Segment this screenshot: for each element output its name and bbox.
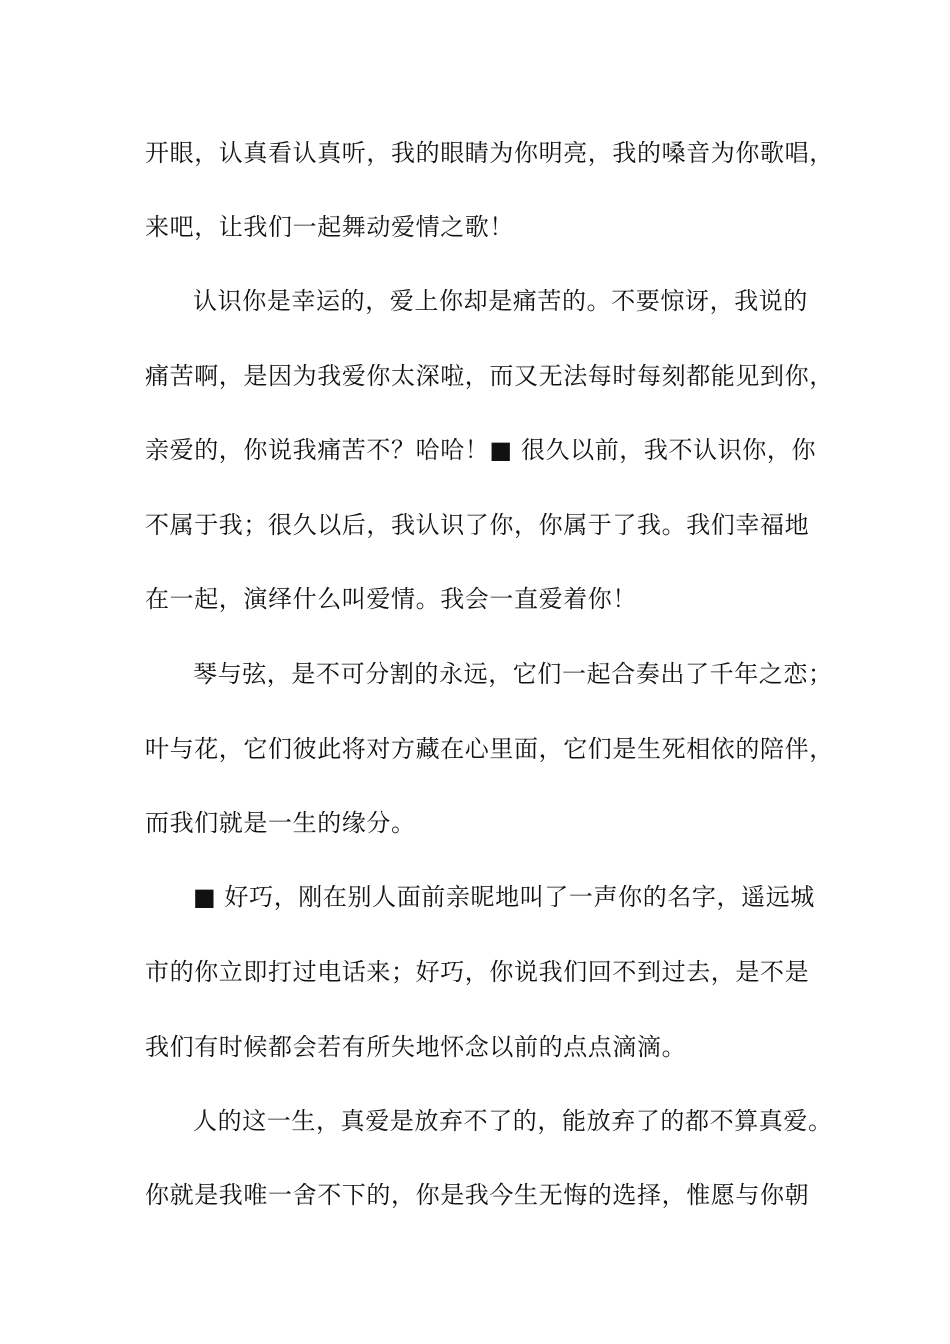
text-line: 而我们就是一生的缘分。 — [145, 809, 416, 837]
text-line: 开眼，认真看认真听，我的眼睛为你明亮，我的嗓音为你歌唱， — [145, 139, 834, 167]
text-line: 不属于我；很久以后，我认识了你，你属于了我。我们幸福地 — [145, 511, 810, 539]
paragraph-start-line: 人的这一生，真爱是放弃不了的，能放弃了的都不算真爱。 — [193, 1107, 833, 1135]
text-line: 你就是我唯一舍不下的，你是我今生无悔的选择，惟愿与你朝 — [145, 1181, 810, 1209]
text-line: 我们有时候都会若有所失地怀念以前的点点滴滴。 — [145, 1033, 687, 1061]
paragraph-start-line: 琴与弦，是不可分割的永远，它们一起合奏出了千年之恋； — [193, 660, 833, 688]
paragraph-start-line: ■ 好巧，刚在别人面前亲昵地叫了一声你的名字，遥远城 — [193, 883, 815, 911]
paragraph-start-line: 认识你是幸运的，爱上你却是痛苦的。不要惊讶，我说的 — [193, 287, 808, 315]
text-line: 在一起，演绎什么叫爱情。我会一直爱着你！ — [145, 585, 637, 613]
text-line: 亲爱的，你说我痛苦不？哈哈！■ 很久以前，我不认识你，你 — [145, 436, 817, 464]
text-line: 叶与花，它们彼此将对方藏在心里面，它们是生死相依的陪伴， — [145, 735, 834, 763]
text-line: 市的你立即打过电话来；好巧，你说我们回不到过去，是不是 — [145, 958, 810, 986]
text-line: 来吧，让我们一起舞动爱情之歌！ — [145, 213, 514, 241]
text-line: 痛苦啊，是因为我爱你太深啦，而又无法每时每刻都能见到你， — [145, 362, 834, 390]
